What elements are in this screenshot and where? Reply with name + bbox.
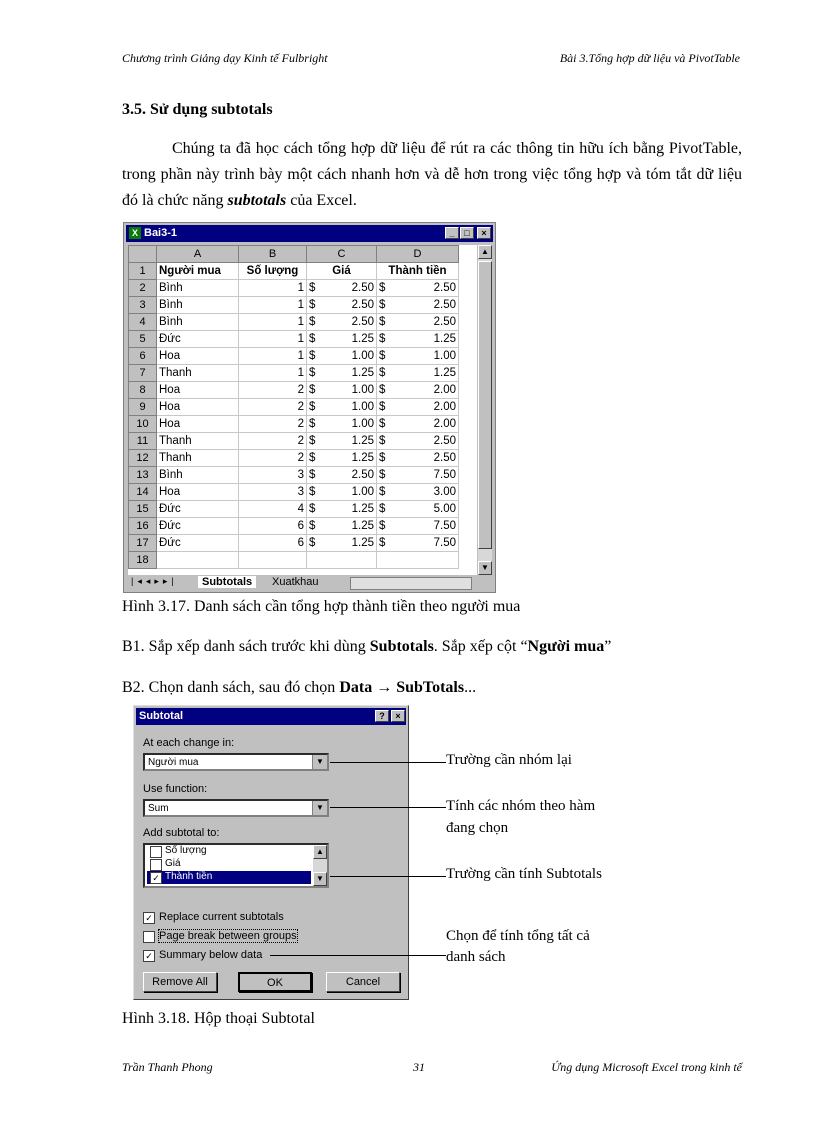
intro-text: Chúng ta đã học cách tổng hợp dữ liệu để rút ra các thông tin hữu ích bằng PivotTable, trong phần này trình bày một cách nhanh hơn và dễ hơn trong việc tổng hợp và tóm tắt dữ liệu đó là chức năng bbox=[122, 140, 742, 209]
cell[interactable] bbox=[239, 552, 307, 569]
currency-symbol: $ bbox=[309, 486, 316, 498]
cell-amount[interactable] bbox=[377, 297, 459, 314]
price-value: 2.50 bbox=[351, 316, 374, 328]
cell-amount[interactable] bbox=[377, 501, 459, 518]
amount-value: 2.00 bbox=[433, 401, 456, 413]
checkbox-icon[interactable] bbox=[143, 931, 155, 943]
use-function-label: Use function: bbox=[143, 783, 208, 795]
currency-symbol: $ bbox=[379, 316, 386, 328]
maximize-icon[interactable]: □ bbox=[460, 227, 474, 239]
cell-amount[interactable] bbox=[377, 518, 459, 535]
annotation-function-2: đang chọn bbox=[446, 820, 509, 836]
list-item-quantity[interactable] bbox=[147, 845, 311, 858]
annotation-line-4 bbox=[270, 955, 446, 956]
currency-symbol: $ bbox=[379, 401, 386, 413]
amount-value: 2.00 bbox=[433, 384, 456, 396]
page-break-label: Page break between groups bbox=[159, 930, 297, 942]
checkbox-icon[interactable]: ✓ bbox=[150, 872, 162, 884]
table-header-row bbox=[129, 263, 459, 280]
at-each-change-select[interactable] bbox=[143, 753, 329, 771]
currency-symbol: $ bbox=[379, 333, 386, 345]
table-row bbox=[129, 450, 459, 467]
vertical-scrollbar[interactable] bbox=[478, 245, 492, 575]
currency-symbol: $ bbox=[379, 452, 386, 464]
amount-value: 2.50 bbox=[433, 452, 456, 464]
currency-symbol: $ bbox=[309, 520, 316, 532]
row-header[interactable]: 3 bbox=[129, 297, 157, 314]
cell-quantity[interactable]: 1 bbox=[239, 365, 307, 382]
cell-price[interactable] bbox=[307, 297, 377, 314]
at-each-change-label: At each change in: bbox=[143, 737, 235, 749]
cell-quantity[interactable]: 6 bbox=[239, 535, 307, 552]
cell-buyer[interactable]: Đức bbox=[157, 535, 239, 552]
use-function-select[interactable] bbox=[143, 799, 329, 817]
table-row bbox=[129, 518, 459, 535]
header-cell-amount[interactable]: Thành tiền bbox=[377, 263, 459, 280]
cell-buyer[interactable]: Đức bbox=[157, 518, 239, 535]
price-value: 2.50 bbox=[351, 469, 374, 481]
price-value: 1.25 bbox=[351, 537, 374, 549]
row-header[interactable]: 8 bbox=[129, 382, 157, 399]
cell-amount[interactable] bbox=[377, 280, 459, 297]
summary-below-label: Summary below data bbox=[159, 949, 263, 961]
intro-paragraph bbox=[122, 136, 742, 214]
cell[interactable] bbox=[377, 552, 459, 569]
row-header[interactable]: 13 bbox=[129, 467, 157, 484]
row-header[interactable]: 5 bbox=[129, 331, 157, 348]
price-value: 1.00 bbox=[351, 401, 374, 413]
table-row bbox=[129, 314, 459, 331]
scroll-down-icon[interactable]: ▼ bbox=[313, 872, 327, 886]
currency-symbol: $ bbox=[379, 282, 386, 294]
cell-price[interactable] bbox=[307, 467, 377, 484]
cell-buyer[interactable]: Hoa bbox=[157, 399, 239, 416]
currency-symbol: $ bbox=[379, 418, 386, 430]
table-row bbox=[129, 484, 459, 501]
close-icon[interactable]: × bbox=[477, 227, 491, 239]
list-item-price[interactable] bbox=[147, 858, 311, 871]
currency-symbol: $ bbox=[379, 520, 386, 532]
footer-page-number: 31 bbox=[413, 1060, 425, 1074]
price-value: 2.50 bbox=[351, 299, 374, 311]
annotation-subtotal-field: Trường cần tính Subtotals bbox=[446, 866, 602, 882]
row-header[interactable]: 2 bbox=[129, 280, 157, 297]
page-break-checkbox[interactable] bbox=[143, 930, 297, 942]
cell-amount[interactable] bbox=[377, 450, 459, 467]
cell-quantity[interactable]: 2 bbox=[239, 399, 307, 416]
table-row bbox=[129, 416, 459, 433]
step-2-data: Data bbox=[339, 679, 373, 696]
cell-quantity[interactable]: 2 bbox=[239, 382, 307, 399]
checkbox-icon[interactable] bbox=[150, 859, 162, 871]
cell-buyer[interactable]: Bình bbox=[157, 280, 239, 297]
column-header-a[interactable]: A bbox=[157, 246, 239, 263]
cell-price[interactable] bbox=[307, 433, 377, 450]
price-value: 1.25 bbox=[351, 520, 374, 532]
step-2-end: ... bbox=[464, 679, 477, 696]
list-item-label: Thành tiền bbox=[165, 871, 213, 882]
amount-value: 2.50 bbox=[433, 316, 456, 328]
amount-value: 7.50 bbox=[433, 469, 456, 481]
remove-all-button[interactable]: Remove All bbox=[143, 972, 217, 992]
cell-quantity[interactable]: 1 bbox=[239, 314, 307, 331]
currency-symbol: $ bbox=[309, 435, 316, 447]
empty-row bbox=[129, 552, 459, 569]
dialog-title: Subtotal bbox=[139, 710, 183, 722]
cell-quantity[interactable]: 3 bbox=[239, 467, 307, 484]
cell-price[interactable] bbox=[307, 280, 377, 297]
cell-amount[interactable] bbox=[377, 467, 459, 484]
excel-titlebar[interactable] bbox=[126, 225, 493, 242]
cell-amount[interactable] bbox=[377, 314, 459, 331]
cell-amount[interactable] bbox=[377, 331, 459, 348]
cell-buyer[interactable]: Thanh bbox=[157, 365, 239, 382]
column-header-d[interactable]: D bbox=[377, 246, 459, 263]
row-header[interactable]: 17 bbox=[129, 535, 157, 552]
excel-window bbox=[123, 222, 496, 593]
step-1-end: ” bbox=[604, 638, 612, 655]
excel-icon: X bbox=[129, 227, 141, 239]
price-value: 1.00 bbox=[351, 350, 374, 362]
price-value: 1.25 bbox=[351, 452, 374, 464]
dialog-titlebar[interactable] bbox=[136, 708, 406, 725]
price-value: 1.25 bbox=[351, 435, 374, 447]
figure-caption-2: Hình 3.18. Hộp thoại Subtotal bbox=[122, 1010, 315, 1027]
cell-quantity[interactable]: 4 bbox=[239, 501, 307, 518]
scroll-up-icon[interactable]: ▲ bbox=[313, 845, 327, 859]
cell-buyer[interactable]: Đức bbox=[157, 331, 239, 348]
scroll-thumb[interactable] bbox=[478, 261, 492, 549]
currency-symbol: $ bbox=[309, 299, 316, 311]
amount-value: 2.50 bbox=[433, 435, 456, 447]
cell-quantity[interactable]: 6 bbox=[239, 518, 307, 535]
scroll-up-icon[interactable]: ▲ bbox=[478, 245, 492, 259]
currency-symbol: $ bbox=[309, 401, 316, 413]
ok-button[interactable]: OK bbox=[238, 972, 312, 992]
currency-symbol: $ bbox=[379, 469, 386, 481]
step-1-bold: Subtotals bbox=[369, 638, 434, 655]
price-value: 2.50 bbox=[351, 282, 374, 294]
annotation-summary-2: danh sách bbox=[446, 949, 506, 965]
cell-quantity[interactable]: 1 bbox=[239, 297, 307, 314]
footer-book-title: Ứng dụng Microsoft Excel trong kinh tế bbox=[551, 1060, 742, 1074]
cell-quantity[interactable]: 3 bbox=[239, 484, 307, 501]
step-2 bbox=[122, 679, 476, 697]
cell-price[interactable] bbox=[307, 399, 377, 416]
cell-amount[interactable] bbox=[377, 535, 459, 552]
horizontal-scrollbar[interactable] bbox=[350, 577, 472, 590]
row-header[interactable]: 10 bbox=[129, 416, 157, 433]
chevron-down-icon[interactable]: ▼ bbox=[312, 755, 327, 769]
row-header[interactable]: 9 bbox=[129, 399, 157, 416]
checkbox-icon[interactable]: ✓ bbox=[143, 950, 155, 962]
cell-quantity[interactable]: 2 bbox=[239, 450, 307, 467]
checkbox-icon[interactable]: ✓ bbox=[143, 912, 155, 924]
column-header-row bbox=[129, 246, 459, 263]
annotation-line-1 bbox=[330, 762, 446, 763]
cell-buyer[interactable]: Hoa bbox=[157, 348, 239, 365]
step-1-bold-2: Người mua bbox=[527, 638, 605, 655]
currency-symbol: $ bbox=[379, 367, 386, 379]
currency-symbol: $ bbox=[309, 367, 316, 379]
cell-amount[interactable] bbox=[377, 348, 459, 365]
scroll-down-icon[interactable]: ▼ bbox=[478, 561, 492, 575]
price-value: 1.25 bbox=[351, 503, 374, 515]
cell-price[interactable] bbox=[307, 382, 377, 399]
cell-quantity[interactable]: 1 bbox=[239, 331, 307, 348]
column-header-b[interactable]: B bbox=[239, 246, 307, 263]
cell-buyer[interactable]: Bình bbox=[157, 467, 239, 484]
figure-caption-1: Hình 3.17. Danh sách cần tổng hợp thành tiền theo người mua bbox=[122, 598, 521, 615]
annotation-line-2 bbox=[330, 807, 446, 808]
select-all-corner[interactable] bbox=[129, 246, 157, 263]
add-subtotal-label: Add subtotal to: bbox=[143, 827, 220, 839]
sheet-tabs-bar bbox=[128, 576, 492, 590]
step-1-text: B1. Sắp xếp danh sách trước khi dùng bbox=[122, 638, 370, 655]
summary-below-checkbox[interactable] bbox=[143, 949, 262, 961]
step-2-text: B2. Chọn danh sách, sau đó chọn bbox=[122, 679, 340, 696]
annotation-group-field: Trường cần nhóm lại bbox=[446, 752, 572, 768]
cell-amount[interactable] bbox=[377, 365, 459, 382]
cell-quantity[interactable]: 2 bbox=[239, 416, 307, 433]
section-title: 3.5. Sử dụng subtotals bbox=[122, 101, 273, 118]
currency-symbol: $ bbox=[379, 486, 386, 498]
currency-symbol: $ bbox=[379, 435, 386, 447]
cell-price[interactable] bbox=[307, 365, 377, 382]
cell-quantity[interactable]: 1 bbox=[239, 280, 307, 297]
row-header[interactable]: 15 bbox=[129, 501, 157, 518]
step-1-middle: . Sắp xếp cột “ bbox=[433, 638, 528, 655]
cell-price[interactable] bbox=[307, 450, 377, 467]
currency-symbol: $ bbox=[309, 452, 316, 464]
footer-author: Trần Thanh Phong bbox=[122, 1060, 213, 1074]
cell-amount[interactable] bbox=[377, 433, 459, 450]
header-cell-quantity[interactable]: Số lượng bbox=[239, 263, 307, 280]
annotation-line-3 bbox=[330, 876, 446, 877]
currency-symbol: $ bbox=[379, 350, 386, 362]
list-item-label: Giá bbox=[165, 858, 181, 869]
currency-symbol: $ bbox=[309, 282, 316, 294]
cell-amount[interactable] bbox=[377, 382, 459, 399]
header-cell-buyer[interactable]: Người mua bbox=[157, 263, 239, 280]
amount-value: 1.25 bbox=[433, 333, 456, 345]
minimize-icon[interactable]: _ bbox=[445, 227, 459, 239]
row-header[interactable]: 4 bbox=[129, 314, 157, 331]
amount-value: 7.50 bbox=[433, 520, 456, 532]
cell-buyer[interactable]: Đức bbox=[157, 501, 239, 518]
cell-buyer[interactable]: Bình bbox=[157, 297, 239, 314]
currency-symbol: $ bbox=[309, 316, 316, 328]
list-scrollbar[interactable] bbox=[313, 845, 327, 886]
table-row bbox=[129, 297, 459, 314]
table-row bbox=[129, 365, 459, 382]
tab-navigation-icon[interactable]: |◂◂▸▸| bbox=[131, 576, 178, 586]
table-row bbox=[129, 280, 459, 297]
currency-symbol: $ bbox=[309, 418, 316, 430]
cell-buyer[interactable]: Thanh bbox=[157, 433, 239, 450]
cell-amount[interactable] bbox=[377, 416, 459, 433]
intro-emphasis: subtotals bbox=[227, 192, 287, 209]
price-value: 1.00 bbox=[351, 384, 374, 396]
currency-symbol: $ bbox=[309, 333, 316, 345]
cell-price[interactable] bbox=[307, 501, 377, 518]
amount-value: 1.00 bbox=[433, 350, 456, 362]
cell-buyer[interactable]: Thanh bbox=[157, 450, 239, 467]
table-row bbox=[129, 331, 459, 348]
at-each-change-value: Người mua bbox=[148, 757, 199, 768]
intro-text-end: của Excel. bbox=[286, 192, 357, 209]
currency-symbol: $ bbox=[309, 384, 316, 396]
row-header[interactable]: 18 bbox=[129, 552, 157, 569]
price-value: 1.25 bbox=[351, 333, 374, 345]
currency-symbol: $ bbox=[379, 503, 386, 515]
currency-symbol: $ bbox=[379, 299, 386, 311]
row-header[interactable]: 1 bbox=[129, 263, 157, 280]
arrow-icon: → bbox=[372, 679, 397, 696]
replace-subtotals-label: Replace current subtotals bbox=[159, 911, 284, 923]
cancel-button[interactable]: Cancel bbox=[326, 972, 400, 992]
cell-price[interactable] bbox=[307, 518, 377, 535]
annotation-function-1: Tính các nhóm theo hàm bbox=[446, 798, 596, 814]
cell-buyer[interactable]: Hoa bbox=[157, 484, 239, 501]
sheet-table bbox=[128, 245, 459, 569]
cell-amount[interactable] bbox=[377, 484, 459, 501]
use-function-value: Sum bbox=[148, 803, 169, 814]
currency-symbol: $ bbox=[309, 350, 316, 362]
cell-price[interactable] bbox=[307, 348, 377, 365]
cell-quantity[interactable]: 1 bbox=[239, 348, 307, 365]
cell-price[interactable] bbox=[307, 416, 377, 433]
help-icon[interactable]: ? bbox=[375, 710, 389, 722]
cell-price[interactable] bbox=[307, 484, 377, 501]
excel-title: Bai3-1 bbox=[144, 227, 178, 239]
column-header-c[interactable]: C bbox=[307, 246, 377, 263]
row-header[interactable]: 11 bbox=[129, 433, 157, 450]
step-2-subtotals: SubTotals bbox=[396, 679, 465, 696]
currency-symbol: $ bbox=[309, 503, 316, 515]
tab-xuatkhau[interactable]: Xuatkhau bbox=[272, 576, 319, 588]
amount-value: 5.00 bbox=[433, 503, 456, 515]
amount-value: 2.00 bbox=[433, 418, 456, 430]
amount-value: 2.50 bbox=[433, 282, 456, 294]
cell-buyer[interactable]: Hoa bbox=[157, 416, 239, 433]
price-value: 1.00 bbox=[351, 418, 374, 430]
cell[interactable] bbox=[307, 552, 377, 569]
amount-value: 1.25 bbox=[433, 367, 456, 379]
table-row bbox=[129, 348, 459, 365]
cell-quantity[interactable]: 2 bbox=[239, 433, 307, 450]
currency-symbol: $ bbox=[309, 537, 316, 549]
cell-price[interactable] bbox=[307, 314, 377, 331]
table-row bbox=[129, 382, 459, 399]
header-right: Bài 3.Tổng hợp dữ liệu và PivotTable bbox=[559, 51, 740, 65]
amount-value: 7.50 bbox=[433, 537, 456, 549]
add-subtotal-list[interactable] bbox=[143, 843, 329, 888]
currency-symbol: $ bbox=[379, 537, 386, 549]
cell-price[interactable] bbox=[307, 331, 377, 348]
cell-buyer[interactable]: Bình bbox=[157, 314, 239, 331]
row-header[interactable]: 14 bbox=[129, 484, 157, 501]
table-row bbox=[129, 501, 459, 518]
list-item-label: Số lượng bbox=[165, 845, 207, 856]
table-row bbox=[129, 535, 459, 552]
sheet-grid bbox=[128, 245, 477, 575]
cell[interactable] bbox=[157, 552, 239, 569]
replace-subtotals-checkbox[interactable] bbox=[143, 911, 284, 923]
row-header[interactable]: 7 bbox=[129, 365, 157, 382]
row-header[interactable]: 16 bbox=[129, 518, 157, 535]
header-left: Chương trình Giảng dạy Kinh tế Fulbright bbox=[122, 51, 328, 65]
amount-value: 2.50 bbox=[433, 299, 456, 311]
step-1 bbox=[122, 638, 611, 656]
annotation-summary-1: Chọn để tính tổng tất cả bbox=[446, 928, 590, 944]
amount-value: 3.00 bbox=[433, 486, 456, 498]
cell-buyer[interactable]: Hoa bbox=[157, 382, 239, 399]
table-row bbox=[129, 399, 459, 416]
close-icon[interactable]: × bbox=[391, 710, 405, 722]
header-cell-price[interactable]: Giá bbox=[307, 263, 377, 280]
tab-subtotals[interactable]: Subtotals bbox=[198, 576, 256, 588]
cell-price[interactable] bbox=[307, 535, 377, 552]
chevron-down-icon[interactable]: ▼ bbox=[312, 801, 327, 815]
checkbox-icon[interactable] bbox=[150, 846, 162, 858]
row-header[interactable]: 6 bbox=[129, 348, 157, 365]
currency-symbol: $ bbox=[309, 469, 316, 481]
price-value: 1.25 bbox=[351, 367, 374, 379]
currency-symbol: $ bbox=[379, 384, 386, 396]
cell-amount[interactable] bbox=[377, 399, 459, 416]
list-item-amount[interactable] bbox=[147, 871, 311, 884]
price-value: 1.00 bbox=[351, 486, 374, 498]
row-header[interactable]: 12 bbox=[129, 450, 157, 467]
table-row bbox=[129, 433, 459, 450]
table-row bbox=[129, 467, 459, 484]
